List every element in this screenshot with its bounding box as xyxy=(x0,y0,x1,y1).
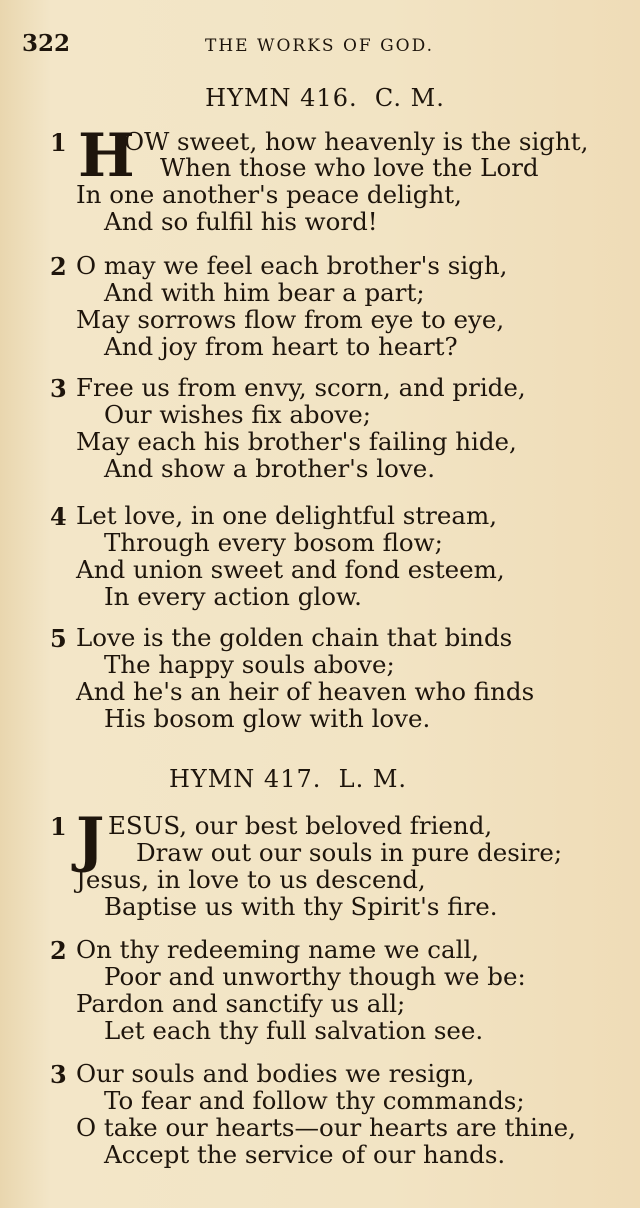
page-number: 322 xyxy=(22,30,71,57)
drop-cap: J xyxy=(76,805,105,875)
hymn-title: HYMN 416. xyxy=(205,84,358,112)
verse-line: Let each thy full salvation see. xyxy=(104,1016,484,1045)
verse-line: To fear and follow thy commands; xyxy=(104,1086,525,1115)
verse-line: And show a brother's love. xyxy=(104,454,435,483)
running-head: THE WORKS OF GOD. xyxy=(205,36,435,56)
stanza-number: 2 xyxy=(50,252,67,281)
verse-line: When those who love the Lord xyxy=(160,153,539,182)
verse-line: Baptise us with thy Spirit's fire. xyxy=(104,892,498,921)
verse-line: Through every bosom flow; xyxy=(104,528,443,557)
verse-line: And so fulfil his word! xyxy=(104,207,378,236)
verse-line: On thy redeeming name we call, xyxy=(76,935,480,964)
verse-line: The happy souls above; xyxy=(104,650,395,679)
verse-line: And with him bear a part; xyxy=(104,278,425,307)
verse-line: Accept the service of our hands. xyxy=(104,1140,506,1169)
verse-line: Our wishes fix above; xyxy=(104,400,371,429)
hymn-title: HYMN 417. xyxy=(168,765,322,793)
hymn-meter: L. M. xyxy=(338,765,408,793)
verse-line: O may we feel each brother's sigh, xyxy=(76,251,508,280)
hymn-heading xyxy=(0,84,640,112)
stanza-number: 3 xyxy=(50,1060,67,1089)
verse-line: May each his brother's failing hide, xyxy=(76,427,517,456)
stanza-number: 1 xyxy=(50,812,67,841)
verse-line: OW sweet, how heavenly is the sight, xyxy=(124,127,589,156)
verse-line: Pardon and sanctify us all; xyxy=(76,989,406,1018)
verse-line: In every action glow. xyxy=(104,582,362,611)
verse-line: And he's an heir of heaven who finds xyxy=(76,677,535,706)
verse-line: His bosom glow with love. xyxy=(104,704,431,733)
verse-line: And joy from heart to heart? xyxy=(104,332,458,361)
stanza-number: 1 xyxy=(50,128,67,157)
verse-line: ESUS, our best beloved friend, xyxy=(108,811,493,840)
verse-line: In one another's peace delight, xyxy=(76,180,462,209)
stanza-number: 4 xyxy=(50,502,67,531)
verse-line: Poor and unworthy though we be: xyxy=(104,962,526,991)
stanza-number: 5 xyxy=(50,624,67,653)
verse-line: Let love, in one delightful stream, xyxy=(76,501,498,530)
stanza-number: 3 xyxy=(50,374,67,403)
verse-line: Draw out our souls in pure desire; xyxy=(136,838,563,867)
stanza-number: 2 xyxy=(50,936,67,965)
verse-line: O take our hearts—our hearts are thine, xyxy=(76,1113,576,1142)
hymn-meter: C. M. xyxy=(374,84,445,112)
verse-line: May sorrows flow from eye to eye, xyxy=(76,305,505,334)
verse-line: Our souls and bodies we resign, xyxy=(76,1059,475,1088)
verse-line: Free us from envy, scorn, and pride, xyxy=(76,373,526,402)
verse-line: And union sweet and fond esteem, xyxy=(76,555,505,584)
verse-line: Love is the golden chain that binds xyxy=(76,623,513,652)
verse-line: Jesus, in love to us descend, xyxy=(76,865,426,894)
drop-cap: H xyxy=(78,121,135,191)
hymn-heading xyxy=(0,765,608,793)
